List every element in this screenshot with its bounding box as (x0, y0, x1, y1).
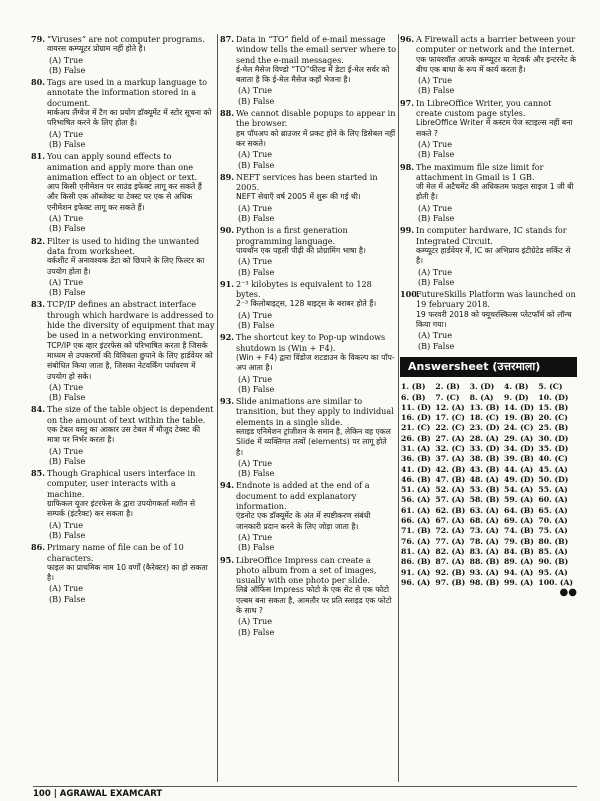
question-item (31, 542, 215, 604)
answer-cell: 51. (A) (401, 485, 431, 495)
answer-cell: 19. (B) (504, 413, 534, 423)
question-number: 82. (31, 235, 46, 246)
answer-cell: 79. (B) (504, 536, 534, 546)
question-text-english: Endnote is added at the end of a document to add explanatory information. (236, 480, 370, 512)
question-item (220, 555, 396, 637)
question-item (400, 289, 577, 351)
option-a: (A) True (418, 266, 453, 277)
option-b: (B) False (49, 287, 86, 298)
question-text-english: We cannot disable popups to appear in the browser. (236, 108, 396, 129)
question-text-english: TCP/IP defines an abstract interface through which hardware is addressed to hide the diversity of equipment that may be used in a networking environment. (47, 299, 215, 341)
option-a: (A) True (49, 583, 84, 594)
answer-row (400, 526, 577, 536)
question-item (220, 34, 396, 106)
answer-cell: 43. (B) (469, 464, 500, 474)
answer-cell: 13. (B) (469, 402, 500, 412)
answer-cell: 75. (A) (538, 526, 568, 536)
option-a: (A) True (238, 373, 273, 384)
answer-row (400, 485, 577, 495)
question-text-english: “Viruses” are not computer programs. (47, 34, 205, 44)
question-item (400, 98, 577, 160)
answer-cell: 39. (B) (504, 454, 534, 464)
question-text-english: The maximum file size limit for attachment in Gmail is 1 GB. (416, 161, 544, 182)
question-number: 83. (31, 299, 46, 310)
answer-cell: 26. (B) (401, 433, 431, 443)
answersheet-table (400, 382, 577, 588)
answer-cell: 83. (A) (469, 546, 499, 556)
question-number: 80. (31, 77, 46, 88)
answer-cell: 52. (A) (435, 485, 465, 495)
answer-cell: 94. (A) (504, 567, 534, 577)
answer-cell: 97. (B) (435, 577, 466, 587)
answer-cell: 74. (B) (504, 526, 534, 536)
answer-cell: 37. (A) (435, 454, 465, 464)
question-text-english: 2⁻³ kilobytes is equivalent to 128 bytes. (236, 278, 372, 300)
answer-cell: 47. (B) (435, 474, 466, 484)
answer-cell: 69. (A) (504, 516, 534, 526)
option-a: (A) True (238, 309, 273, 320)
question-number: 94. (220, 480, 235, 491)
option-b: (B) False (49, 455, 86, 466)
question-text-english: Python is a first generation programming language. (236, 225, 348, 246)
answer-cell: 31. (A) (401, 443, 431, 453)
answer-cell: 64. (B) (504, 505, 534, 515)
option-b: (B) False (238, 320, 275, 331)
question-item (31, 34, 215, 75)
option-b: (B) False (49, 529, 86, 540)
question-item (220, 480, 396, 552)
option-b: (B) False (49, 138, 86, 149)
question-text-english: A Firewall acts a barrier between your computer or network and the internet. (416, 34, 576, 55)
answer-cell: 93. (A) (469, 567, 499, 577)
answer-cell: 92. (B) (435, 567, 466, 577)
question-number: 95. (220, 554, 235, 565)
answer-cell: 22. (C) (435, 423, 465, 433)
question-text-hindi: हम पॉपअप को ब्राउजर में प्रकट होने के लिए डिसेबल नहीं कर सकते। (236, 128, 396, 148)
answer-row (400, 444, 577, 454)
question-text-hindi: वर्कशीट में अनावश्यक डेटा को छिपाने के लिए फिल्टर का उपयोग होता है। (47, 256, 205, 276)
option-a: (A) True (49, 381, 84, 392)
answer-row (400, 537, 577, 547)
option-a: (A) True (418, 138, 453, 149)
question-number: 85. (31, 468, 46, 479)
option-b: (B) False (49, 593, 86, 604)
question-number: 81. (31, 151, 46, 162)
option-b: (B) False (49, 223, 86, 234)
question-item (31, 151, 215, 233)
question-text-hindi: फाइल का प्राथमिक नाम 10 वर्णों (कैरेक्टर) का हो सकता है। (47, 562, 208, 583)
question-item (220, 108, 396, 170)
answer-row (400, 495, 577, 505)
question-text-english: LibreOffice Impress can create a photo album from a set of images, usually with one photo per slide. (236, 554, 377, 586)
answer-cell: 11. (D) (401, 402, 431, 412)
answer-cell: 70. (A) (538, 516, 568, 526)
question-number: 97. (400, 97, 415, 108)
question-item (220, 396, 396, 478)
answer-cell: 87. (A) (435, 557, 465, 567)
answer-cell: 27. (A) (435, 433, 465, 443)
question-text-english: NEFT services has been started in 2005. (236, 171, 378, 193)
question-text-hindi: (Win + F4) द्वारा विंडोज शटडाउन के विकल्प का पॉप-अप आता है। (236, 352, 395, 373)
question-number: 100. (400, 289, 420, 300)
question-item (220, 279, 396, 330)
answer-cell: 21. (C) (401, 423, 431, 433)
column-divider (398, 34, 399, 782)
question-item (400, 162, 577, 224)
option-a: (A) True (238, 149, 273, 160)
option-b: (B) False (418, 340, 455, 351)
column-middle (220, 34, 396, 639)
column-right-questions (400, 34, 577, 351)
answer-cell: 6. (B) (401, 392, 426, 402)
answer-cell: 34. (D) (504, 443, 535, 453)
question-text-hindi: लिब्रे ऑफिस Impress फोटो के एक सेट से एक फोटो एल्बम बना सकता है, आमतौर पर प्रति स्लाइड एक फोटो के साथ ? (236, 585, 392, 616)
answer-cell: 35. (D) (538, 443, 569, 453)
question-number: 98. (400, 161, 415, 172)
answer-cell: 18. (C) (469, 413, 500, 423)
answer-cell: 81. (A) (401, 546, 431, 556)
answer-cell: 33. (D) (469, 443, 500, 453)
question-text-hindi: LibreOffice Writer में कस्टम पेज स्टाइल्स नहीं बना सकते ? (416, 118, 573, 138)
answer-cell: 8. (A) (469, 392, 494, 402)
answer-cell: 80. (B) (538, 536, 569, 546)
answer-cell: 91. (A) (401, 567, 431, 577)
answer-cell: 67. (A) (435, 516, 465, 526)
answer-cell: 61. (A) (401, 505, 431, 515)
question-text-hindi: 19 फरवरी 2018 को फ्यूचरस्किल्स प्लेटफॉर्म को लॉन्च किया गया। (416, 309, 572, 330)
answer-cell: 48. (A) (469, 474, 499, 484)
page-number: 100 (33, 789, 51, 799)
question-item (220, 225, 396, 276)
answer-cell: 86. (B) (401, 557, 431, 567)
question-number: 92. (220, 332, 235, 343)
answer-cell: 41. (D) (401, 464, 431, 474)
option-a: (A) True (49, 213, 84, 224)
answer-cell: 30. (D) (538, 433, 569, 443)
answer-cell: 76. (A) (401, 536, 431, 546)
answer-cell: 88. (B) (469, 557, 500, 567)
answer-cell: 96. (A) (401, 577, 431, 587)
option-b: (B) False (418, 85, 455, 96)
option-b: (B) False (49, 64, 86, 75)
answer-cell: 16. (D) (401, 413, 431, 423)
question-text-hindi: वायरस कम्प्यूटर प्रोग्राम नहीं होते है। (47, 44, 146, 54)
question-text-english: The size of the table object is dependent on the amount of text within the table. (47, 404, 214, 425)
option-b: (B) False (49, 392, 86, 403)
question-text-hindi: एंडनोट एक डॉक्यूमेंट के अंत में स्पष्टीकरण संबंधी जानकारी प्रदान करने के लिए जोड़ा जाता है। (236, 511, 371, 531)
option-a: (A) True (49, 519, 84, 530)
answer-cell: 90. (B) (538, 557, 569, 567)
option-a: (A) True (238, 85, 273, 96)
option-b: (B) False (238, 213, 275, 224)
answer-cell: 85. (A) (538, 546, 568, 556)
answer-cell: 58. (B) (469, 495, 500, 505)
answer-cell: 7. (C) (435, 392, 460, 402)
question-text-english: In LibreOffice Writer, you cannot create custom page styles. (416, 97, 552, 119)
answersheet-title: Answersheet (उत्तरमाला) (400, 357, 577, 377)
question-text-hindi: ग्राफिकल यूजर इंटरफेस के द्वारा उपयोगकर्ता मशीन से सम्पर्क (इंटरैक्ट) कर सकता है। (47, 499, 196, 519)
question-number: 89. (220, 171, 235, 182)
answer-row (400, 475, 577, 485)
answer-cell: 28. (A) (469, 433, 499, 443)
answer-cell: 60. (A) (538, 495, 568, 505)
answer-cell: 44. (A) (504, 464, 534, 474)
answer-cell: 2. (B) (435, 382, 460, 392)
answer-row (400, 423, 577, 433)
answer-cell: 5. (C) (538, 382, 563, 392)
answer-row (400, 403, 577, 413)
option-a: (A) True (49, 276, 84, 287)
answer-cell: 50. (D) (538, 474, 569, 484)
answer-cell: 68. (A) (469, 516, 499, 526)
answer-cell: 63. (A) (469, 505, 499, 515)
answer-cell: 100. (A) (538, 577, 574, 587)
question-number: 79. (31, 34, 46, 44)
question-text-hindi: एक टेबल वस्तु का आकार उस टेबल में मौजूद टेक्स्ट की मात्रा पर निर्भर करता है। (47, 424, 201, 445)
question-text-hindi: कम्प्यूटर हार्डवेयर में, IC का अभिप्राय इंटीग्रेटेड सर्किट से है। (416, 245, 571, 266)
answer-cell: 84. (B) (504, 546, 534, 556)
publisher-name: AGRAWAL EXAMCART (59, 789, 163, 799)
question-text-english: The shortcut key to Pop-up windows shutdown is (Win + F4). (236, 332, 386, 353)
question-text-english: Tags are used in a markup language to annotate the information stored in a document. (47, 77, 207, 108)
question-number: 86. (31, 542, 46, 553)
footer-separator: | (53, 789, 57, 799)
question-item (31, 77, 215, 149)
question-item (400, 34, 577, 96)
question-text-english: Slide animations are similar to transition, but they apply to individual elements in a single slide. (236, 396, 394, 427)
page-footer (33, 786, 577, 801)
answer-cell: 4. (B) (504, 382, 529, 392)
option-a: (A) True (49, 445, 84, 456)
question-item (31, 404, 215, 466)
answer-cell: 23. (D) (469, 423, 500, 433)
column-left (31, 34, 215, 606)
answer-cell: 98. (B) (469, 577, 500, 587)
answer-cell: 45. (A) (538, 464, 568, 474)
answer-row (400, 547, 577, 557)
answer-row (400, 434, 577, 444)
option-a: (A) True (49, 54, 84, 65)
answer-cell: 32. (C) (435, 443, 465, 453)
answer-cell: 49. (D) (504, 474, 535, 484)
answer-cell: 20. (C) (538, 413, 568, 423)
question-text-hindi: 2⁻³ किलोबाइट्स, 128 बाइट्स के बराबर होते हैं। (236, 299, 377, 309)
question-number: 99. (400, 225, 415, 236)
option-b: (B) False (418, 149, 455, 160)
answer-cell: 53. (B) (469, 485, 500, 495)
option-a: (A) True (418, 330, 453, 341)
answer-cell: 82. (A) (435, 546, 465, 556)
question-text-hindi: TCP/IP एक व्हार इंटरफेस को परिभाषित करता है जिसके माध्यम से उपकरणों की विविधता छुपाने के लिए हार्डवेयर को संबोधित किया जाता है, जिसका नेटवर्किंग पर्यावरण में उपयोग हो सके। (47, 340, 213, 381)
question-number: 91. (220, 278, 235, 289)
answer-cell: 3. (D) (469, 382, 495, 392)
question-item (31, 468, 215, 540)
option-b: (B) False (238, 468, 275, 479)
answer-cell: 29. (A) (504, 433, 534, 443)
question-text-hindi: स्लाइड एनिमेशन ट्रांजीशन के समान है, लेकिन वह एकल Slide में व्यक्तिगत तत्वों (elements) पर लागू होते है। (236, 426, 391, 457)
answer-cell: 59. (A) (504, 495, 534, 505)
answer-row (400, 506, 577, 516)
answer-cell: 14. (D) (504, 402, 535, 412)
answer-row (400, 568, 577, 578)
question-text-hindi: पायथॉन एक पहली पीढ़ी की प्रोग्रामिंग भाषा है। (236, 245, 366, 255)
question-text-hindi: जी मेल में अटैचमेंट की अधिकतम फाइल साइज 1 जी बी होती है। (416, 182, 574, 202)
answer-cell: 99. (A) (504, 577, 534, 587)
question-item (400, 225, 577, 287)
option-a: (A) True (238, 457, 273, 468)
answer-cell: 71. (B) (401, 526, 431, 536)
question-text-english: Though Graphical users interface in computer, user interacts with a machine. (47, 468, 196, 499)
answer-row (400, 465, 577, 475)
answer-row (400, 393, 577, 403)
answer-cell: 72. (A) (435, 526, 465, 536)
question-text-english: Filter is used to hiding the unwanted data from worksheet. (47, 235, 200, 256)
option-a: (A) True (418, 202, 453, 213)
answer-cell: 78. (A) (469, 536, 499, 546)
answer-cell: 9. (D) (504, 392, 529, 402)
answer-cell: 77. (A) (435, 536, 465, 546)
question-text-english: FutureSkills Platform was launched on 19 february 2018. (416, 289, 576, 310)
answer-cell: 38. (B) (469, 454, 500, 464)
answer-row (400, 454, 577, 464)
answer-cell: 40. (C) (538, 454, 568, 464)
option-a: (A) True (238, 202, 273, 213)
answer-row (400, 557, 577, 567)
question-item (31, 236, 215, 298)
question-number: 93. (220, 396, 235, 407)
option-b: (B) False (238, 383, 275, 394)
answer-cell: 36. (B) (401, 454, 431, 464)
option-a: (A) True (418, 75, 453, 86)
question-text-hindi: NEFT सेवाएँ वर्ष 2005 में शुरू की गई थी। (236, 192, 361, 202)
option-b: (B) False (238, 159, 275, 170)
answer-cell: 66. (A) (401, 516, 431, 526)
question-text-english: In computer hardware, IC stands for Integrated Circuit. (416, 225, 567, 246)
column-right (400, 34, 577, 598)
answer-cell: 57. (A) (435, 495, 465, 505)
question-text-english: Data in “TO” field of e-mail message window tells the email server where to send the e-mail messages. (236, 34, 397, 65)
question-item (220, 332, 396, 394)
question-text-english: You can apply sound effects to animation and apply more than one animation effect to an object or text. (47, 151, 198, 182)
end-mark: ●● (559, 587, 577, 599)
answer-cell: 17. (C) (435, 413, 465, 423)
answer-cell: 55. (A) (538, 485, 568, 495)
question-number: 84. (31, 404, 46, 415)
option-b: (B) False (238, 95, 275, 106)
answer-cell: 56. (A) (401, 495, 431, 505)
answer-cell: 10. (D) (538, 392, 569, 402)
answer-row (400, 413, 577, 423)
answer-cell: 42. (B) (435, 464, 466, 474)
answer-cell: 1. (B) (401, 382, 426, 392)
question-number: 90. (220, 225, 235, 236)
option-a: (A) True (238, 256, 273, 267)
question-text-hindi: एक फायरवॉल आपके कम्प्यूटर या नेटवर्क और इन्टरनेट के बीच एक बाधा के रूप में कार्य करता है। (416, 54, 577, 74)
answer-cell: 25. (B) (538, 423, 569, 433)
answer-row (400, 516, 577, 526)
question-text-english: Primary name of file can be of 10 characters. (47, 542, 184, 563)
answer-cell: 46. (B) (401, 474, 431, 484)
answer-cell: 95. (A) (538, 567, 568, 577)
option-b: (B) False (238, 542, 275, 553)
option-b: (B) False (418, 276, 455, 287)
question-number: 87. (220, 34, 235, 44)
column-divider (217, 34, 218, 782)
answer-cell: 12. (A) (435, 402, 465, 412)
answer-cell: 65. (A) (538, 505, 568, 515)
answer-cell: 15. (B) (538, 402, 569, 412)
question-text-hindi: मार्कअप लैंग्वेज में टैग का प्रयोग डॉक्यूमेंट में स्टोर सूचना को परिभाषित करने के लिए होता है। (47, 108, 212, 128)
question-text-hindi: आप किसी एनीमेशन पर साउंड इफेक्ट लागू कर सकते हैं और किसी एक ऑब्जेक्ट या टेक्स्ट पर एक से अधिक एनीमेशन इफेक्ट लागू कर सकते हैं। (47, 182, 202, 212)
answer-cell: 24. (C) (504, 423, 534, 433)
option-b: (B) False (418, 213, 455, 224)
question-item (220, 172, 396, 223)
option-a: (A) True (238, 531, 273, 542)
question-number: 88. (220, 108, 235, 119)
answer-cell: 54. (A) (504, 485, 534, 495)
answer-row (400, 382, 577, 392)
answer-cell: 73. (A) (469, 526, 499, 536)
answersheet (400, 357, 577, 599)
answer-row (400, 578, 577, 588)
question-text-hindi: ई-मेल मैसेज विण्डो “TO”फील्ड में डेटा ई-मेल सर्वर को बताता है कि ई-मेल मैसेज कहाँ भेजना है। (236, 64, 390, 85)
answer-cell: 89. (A) (504, 557, 534, 567)
option-b: (B) False (238, 626, 275, 637)
answer-cell: 62. (B) (435, 505, 466, 515)
option-a: (A) True (238, 616, 273, 627)
question-item (31, 299, 215, 402)
question-number: 96. (400, 34, 415, 44)
option-b: (B) False (238, 266, 275, 277)
option-a: (A) True (49, 128, 84, 139)
